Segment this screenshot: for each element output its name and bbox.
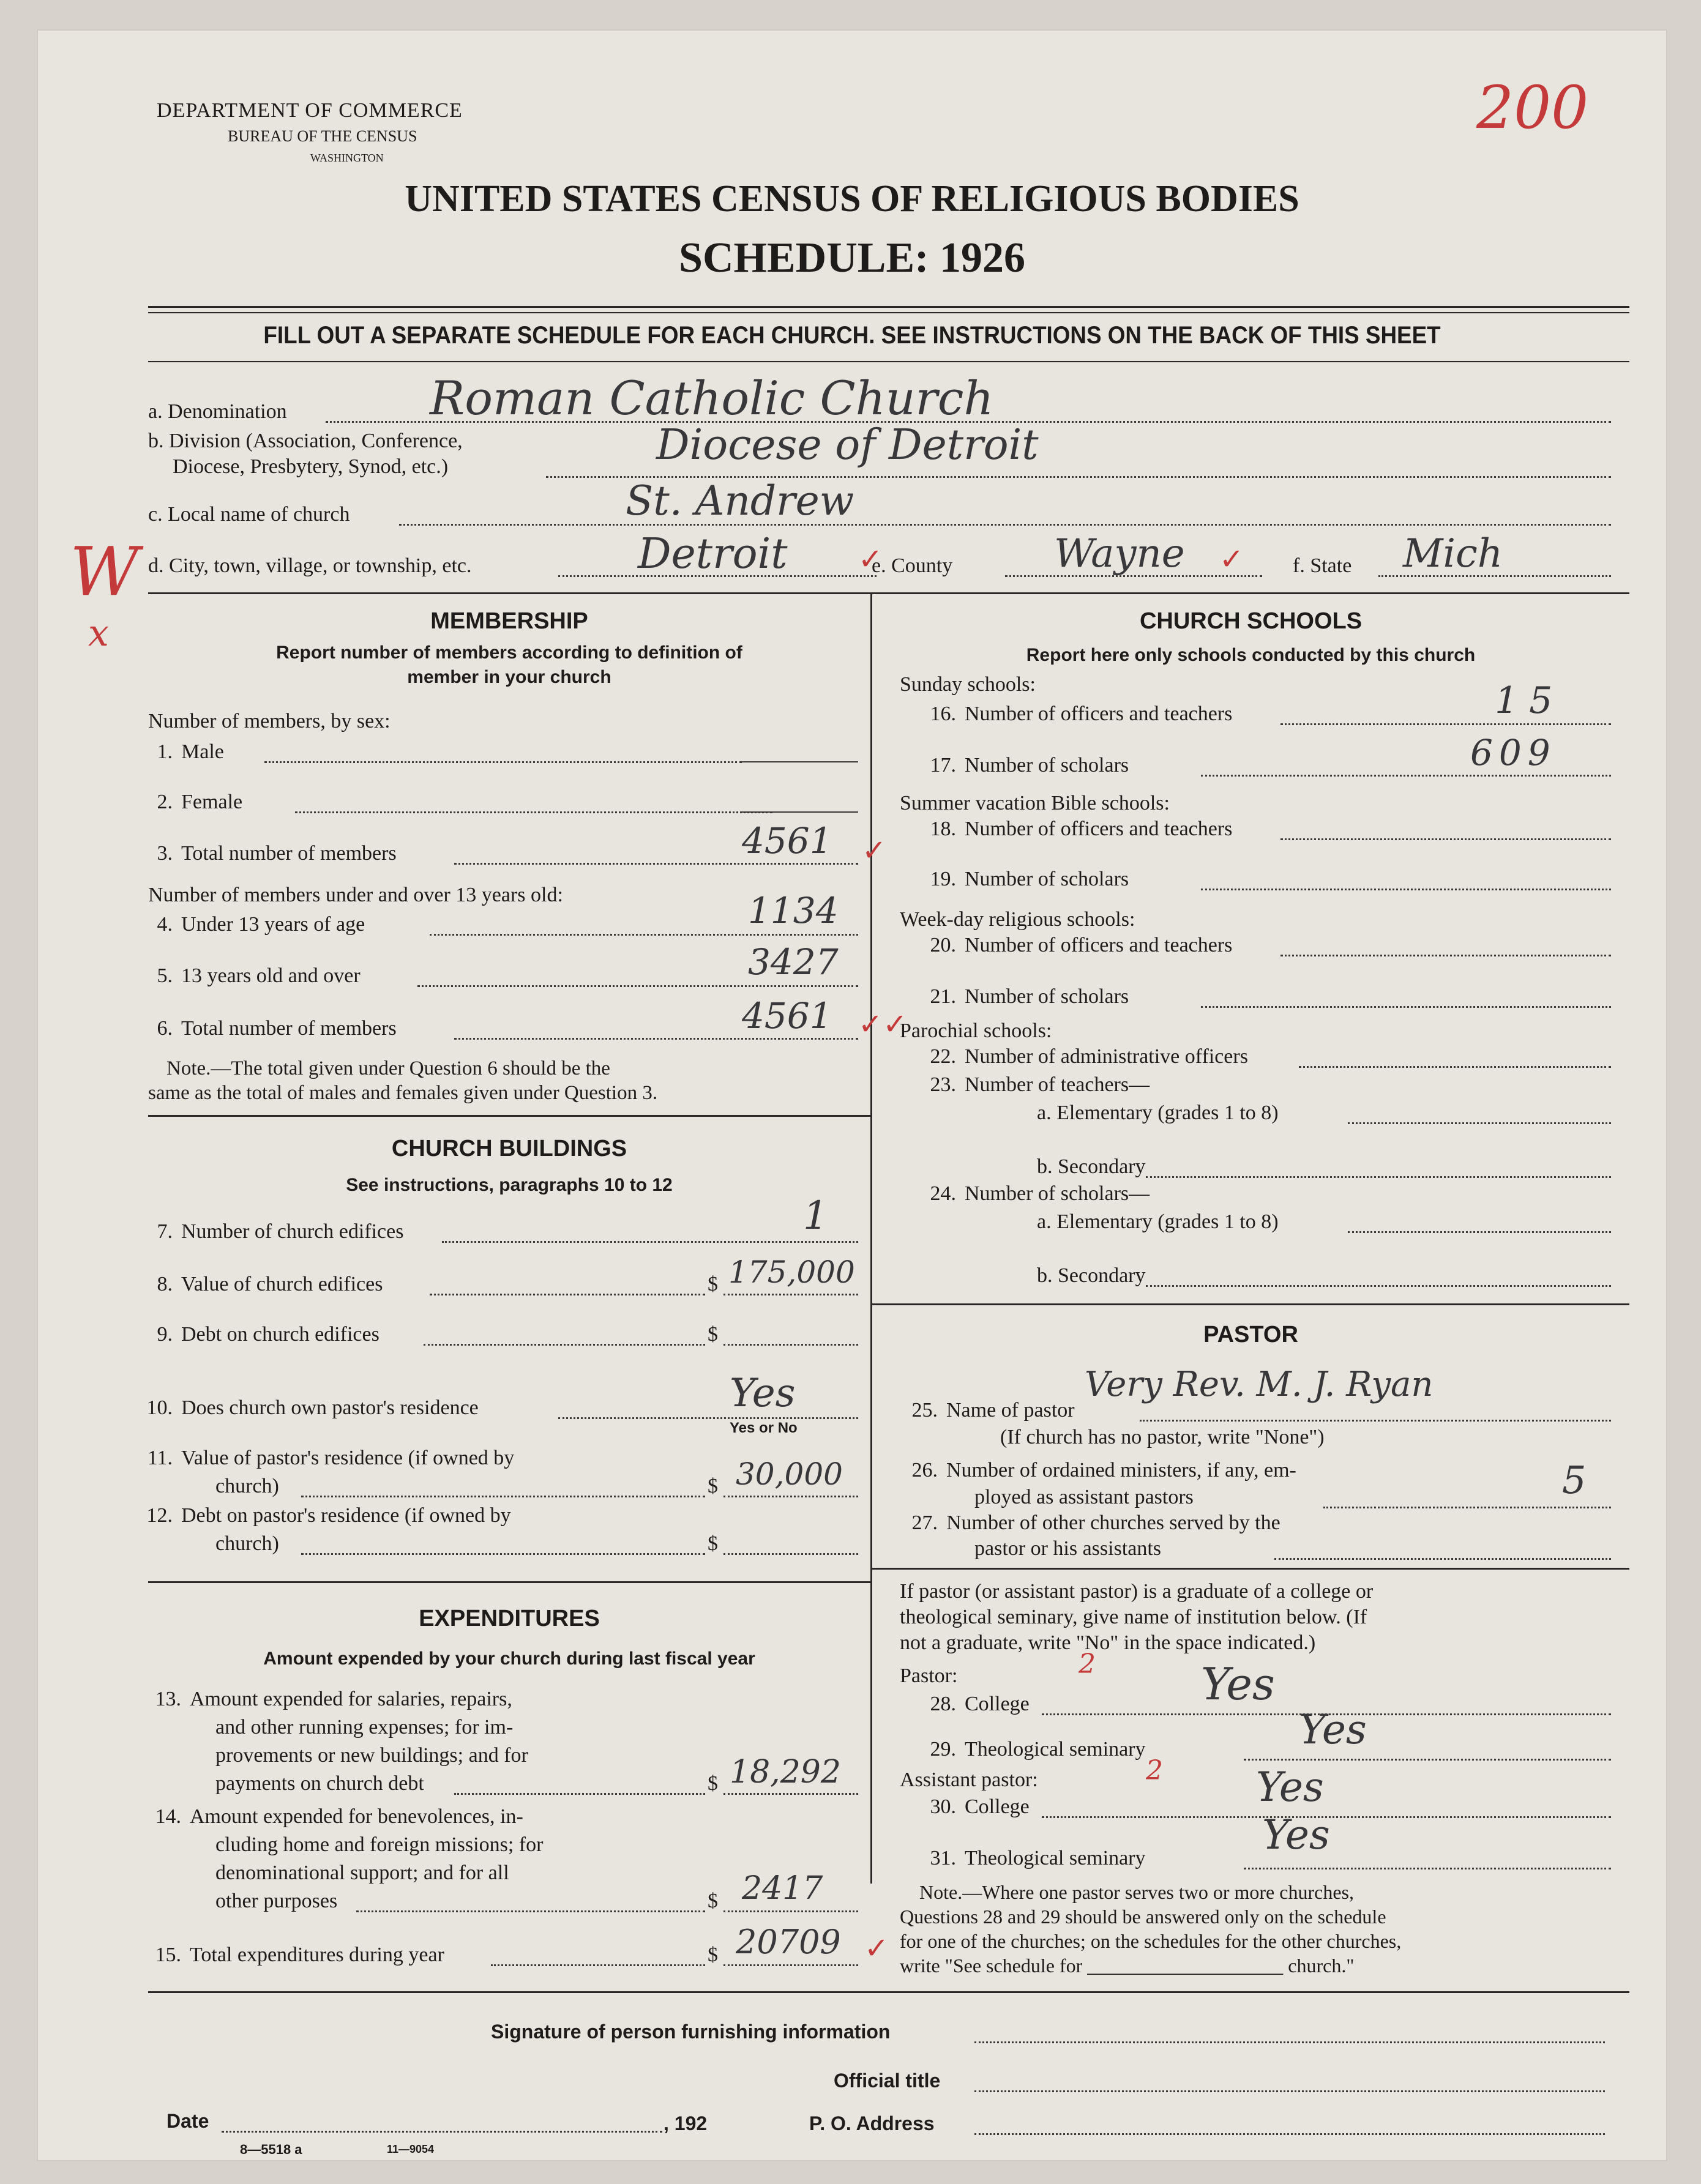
q18-line [1280, 838, 1611, 840]
q23b-label: b. Secondary [1037, 1155, 1146, 1178]
q13-amount-line [723, 1793, 858, 1795]
expenditures-title: EXPENDITURES [419, 1606, 600, 1631]
q2-answer [742, 811, 858, 813]
date-line[interactable] [222, 2131, 662, 2133]
divider [148, 592, 1629, 594]
pastor-note-2: Questions 28 and 29 should be answered only on the schedule [900, 1906, 1386, 1928]
handwritten-200-mark: 200 [1476, 73, 1589, 142]
q15-dollar: $ [708, 1944, 718, 1966]
q22-label: Number of administrative officers [965, 1045, 1248, 1068]
q8-dollar: $ [708, 1273, 718, 1295]
q28-number: 28. [930, 1693, 956, 1715]
q11-amount-line [723, 1496, 858, 1497]
summer-heading: Summer vacation Bible schools: [900, 792, 1170, 814]
q26-label-2: ployed as assistant pastors [974, 1486, 1194, 1508]
q15-number: 15. [155, 1944, 181, 1966]
q15-label: Total expenditures during year [190, 1944, 444, 1966]
margin-w-mark: W [70, 532, 140, 611]
q9-label: Debt on church edifices [181, 1323, 379, 1346]
q11-line [301, 1496, 705, 1497]
q24b-line [1146, 1285, 1611, 1287]
q18-label: Number of officers and teachers [965, 818, 1233, 840]
q17-label: Number of scholars [965, 754, 1129, 777]
instruction-banner: FILL OUT A SEPARATE SCHEDULE FOR EACH CHURCH. SEE INSTRUCTIONS ON THE BACK OF THIS SHEET [263, 322, 1441, 349]
q5-label: 13 years old and over [181, 964, 361, 987]
q10-value: Yes [730, 1371, 796, 1416]
q30-label: College [965, 1795, 1030, 1818]
q6-line [454, 1038, 858, 1040]
membership-note-2: same as the total of males and females given under Question 3. [148, 1082, 658, 1104]
q13-line1: Amount expended for salaries, repairs, [190, 1688, 512, 1710]
q13-line4: payments on church debt [215, 1772, 424, 1795]
q7-number: 7. [157, 1220, 173, 1243]
county-value: Wayne [1054, 531, 1185, 576]
q22-number: 22. [930, 1045, 956, 1068]
q15-line [491, 1964, 705, 1966]
q14-line2: cluding home and foreign missions; for [215, 1833, 544, 1856]
q22-line [1299, 1066, 1611, 1068]
q9-number: 9. [157, 1323, 173, 1346]
q2-number: 2. [157, 791, 173, 813]
q1-number: 1. [157, 740, 173, 763]
q24-label: Number of scholars— [965, 1182, 1150, 1205]
q11-label-2: church) [215, 1475, 279, 1497]
q18-number: 18. [930, 818, 956, 840]
date-label: Date [166, 2110, 209, 2132]
q5-line [417, 985, 858, 987]
q14-dollar: $ [708, 1890, 718, 1912]
q15-value: 20709 [736, 1923, 841, 1961]
q23a-line [1348, 1122, 1611, 1124]
checkmark-icon: ✓ [864, 1931, 889, 1966]
membership-title: MEMBERSHIP [430, 608, 588, 634]
q20-number: 20. [930, 934, 956, 956]
q24a-line [1348, 1231, 1611, 1233]
q11-label-1: Value of pastor's residence (if owned by [181, 1447, 515, 1469]
q8-line [430, 1294, 705, 1295]
q27-label-1: Number of other churches served by the [946, 1511, 1280, 1534]
city-value: Detroit [638, 530, 788, 578]
q26-value: 5 [1562, 1458, 1587, 1502]
q5-number: 5. [157, 964, 173, 987]
q26-line [1323, 1507, 1611, 1508]
dept-heading: DEPARTMENT OF COMMERCE [157, 99, 463, 122]
checkmark-icon: ✓ [862, 833, 887, 868]
q27-number: 27. [911, 1511, 938, 1534]
q21-label: Number of scholars [965, 985, 1129, 1008]
q27-label-2: pastor or his assistants [974, 1537, 1162, 1560]
q28-label: College [965, 1693, 1030, 1715]
q9-dollar: $ [708, 1323, 718, 1346]
q13-dollar: $ [708, 1772, 718, 1795]
pastor-note-1: Note.—Where one pastor serves two or more churches, [919, 1881, 1354, 1903]
q15-amount-line [723, 1964, 858, 1966]
q12-label-2: church) [215, 1532, 279, 1555]
divider [148, 1115, 870, 1117]
q24a-label: a. Elementary (grades 1 to 8) [1037, 1210, 1279, 1233]
q13-line3: provements or new buildings; and for [215, 1744, 528, 1767]
q14-number: 14. [155, 1805, 181, 1828]
by-sex-heading: Number of members, by sex: [148, 710, 391, 732]
q11-dollar: $ [708, 1475, 718, 1497]
q6-label: Total number of members [181, 1017, 397, 1040]
q20-label: Number of officers and teachers [965, 934, 1233, 956]
q1-answer [742, 761, 858, 762]
buildings-title: CHURCH BUILDINGS [391, 1136, 627, 1161]
q12-number: 12. [146, 1504, 173, 1527]
q14-amount-line [723, 1910, 858, 1912]
sunday-heading: Sunday schools: [900, 673, 1036, 696]
pastor-note-3: for one of the churches; on the schedules for the other churches, [900, 1930, 1402, 1952]
membership-sub1: Report number of members according to definition of [276, 643, 742, 663]
q16-number: 16. [930, 703, 956, 725]
divider [148, 312, 1629, 313]
q1-label: Male [181, 740, 224, 763]
q16-line [1280, 723, 1611, 725]
q13-number: 13. [155, 1688, 181, 1710]
q8-label: Value of church edifices [181, 1273, 383, 1295]
q23b-line [1146, 1176, 1611, 1178]
q3-value: 4561 [742, 820, 832, 862]
q4-line [430, 934, 858, 936]
q7-line [442, 1241, 858, 1243]
q8-number: 8. [157, 1273, 173, 1295]
q9-amount-line [723, 1344, 858, 1346]
membership-note-1: Note.—The total given under Question 6 should be the [166, 1057, 610, 1079]
q29-line [1244, 1759, 1611, 1761]
graduate-instruction-2: theological seminary, give name of institution below. (If [900, 1606, 1367, 1628]
bureau-heading: BUREAU OF THE CENSUS [228, 127, 417, 145]
schools-sub: Report here only schools conducted by this church [1026, 645, 1476, 665]
q11-value: 30,000 [736, 1456, 843, 1492]
q16-value: 15 [1495, 679, 1564, 722]
margin-x-mark: x [88, 612, 109, 655]
parochial-heading: Parochial schools: [900, 1019, 1052, 1042]
po-address-label: P. O. Address [809, 2112, 935, 2134]
q31-number: 31. [930, 1847, 956, 1869]
q14-line4: other purposes [215, 1890, 338, 1912]
form-number: 8—5518 a [240, 2142, 302, 2157]
graduate-instruction-1: If pastor (or assistant pastor) is a graduate of a college or [900, 1580, 1374, 1603]
q2-label: Female [181, 791, 243, 813]
q10-hint: Yes or No [730, 1420, 798, 1436]
signature-label: Signature of person furnishing information [491, 2021, 891, 2043]
q30-number: 30. [930, 1795, 956, 1818]
q4-value: 1134 [748, 890, 839, 931]
expenditures-sub: Amount expended by your church during last fiscal year [263, 1649, 755, 1669]
q25-label: Name of pastor [946, 1399, 1075, 1422]
q26-number: 26. [911, 1459, 938, 1481]
signature-line[interactable] [974, 2041, 1605, 2043]
q10-number: 10. [146, 1396, 173, 1419]
pastor-title: PASTOR [1203, 1322, 1298, 1347]
state-value: Mich [1403, 531, 1503, 576]
checkmark-icon: ✓ [1219, 542, 1244, 576]
q14-value: 2417 [742, 1870, 823, 1907]
q10-label: Does church own pastor's residence [181, 1396, 479, 1419]
q17-value: 609 [1470, 732, 1557, 773]
q24b-label: b. Secondary [1037, 1264, 1146, 1287]
q13-value: 18,292 [730, 1754, 841, 1791]
membership-sub2: member in your church [407, 667, 611, 687]
q25-number: 25. [911, 1399, 938, 1422]
q19-label: Number of scholars [965, 868, 1129, 890]
q4-number: 4. [157, 913, 173, 936]
q13-line [454, 1793, 705, 1795]
q19-number: 19. [930, 868, 956, 890]
schools-title: CHURCH SCHOOLS [1139, 608, 1363, 634]
church-name-label: c. Local name of church [148, 503, 350, 526]
divider [148, 1991, 1629, 1993]
q17-number: 17. [930, 754, 956, 777]
census-schedule-sheet [38, 31, 1666, 2160]
q14-line [356, 1910, 705, 1912]
date-year: , 192 [664, 2112, 708, 2134]
q17-line [1201, 775, 1611, 777]
divider [872, 1568, 1629, 1570]
q7-label: Number of church edifices [181, 1220, 404, 1243]
q8-amount-line [723, 1294, 858, 1295]
divider [148, 306, 1629, 308]
q12-line [301, 1553, 705, 1555]
graduate-instruction-3: not a graduate, write "No" in the space indicated.) [900, 1631, 1316, 1654]
q12-label-1: Debt on pastor's residence (if owned by [181, 1504, 511, 1527]
form-subtitle: SCHEDULE: 1926 [679, 234, 1025, 281]
q27-line [1274, 1558, 1611, 1560]
division-label-line1: b. Division (Association, Conference, [148, 430, 463, 452]
age-heading: Number of members under and over 13 years old: [148, 884, 563, 906]
q23-label: Number of teachers— [965, 1073, 1150, 1096]
form-title: UNITED STATES CENSUS OF RELIGIOUS BODIES [405, 178, 1299, 220]
divider [872, 1303, 1629, 1305]
q14-line3: denominational support; and for all [215, 1862, 509, 1884]
q13-line2: and other running expenses; for im- [215, 1716, 514, 1739]
q16-label: Number of officers and teachers [965, 703, 1233, 725]
division-label-line2: Diocese, Presbytery, Synod, etc.) [173, 455, 449, 478]
q31-label: Theological seminary [965, 1847, 1146, 1869]
q1-line [264, 761, 742, 763]
q29-label: Theological seminary [965, 1738, 1146, 1761]
q7-value: 1 [803, 1193, 828, 1239]
q5-value: 3427 [748, 941, 839, 983]
pastor-count-mark: 2 [1079, 1649, 1096, 1680]
official-title-line[interactable] [974, 2090, 1605, 2092]
q3-label: Total number of members [181, 842, 397, 865]
assistant-count-mark: 2 [1146, 1755, 1163, 1786]
church-name-line [399, 524, 1611, 526]
q26-label-1: Number of ordained ministers, if any, em- [946, 1459, 1296, 1481]
q8-value: 175,000 [728, 1254, 855, 1290]
q25-line [1140, 1420, 1611, 1422]
q20-line [1280, 955, 1611, 956]
church-name-value: St. Andrew [626, 477, 854, 524]
q4-label: Under 13 years of age [181, 913, 365, 936]
q14-line1: Amount expended for benevolences, in- [190, 1805, 523, 1828]
q25-value: Very Rev. M. J. Ryan [1085, 1365, 1434, 1404]
q31-line [1244, 1868, 1611, 1869]
weekday-heading: Week-day religious schools: [900, 908, 1135, 931]
division-value: Diocese of Detroit [656, 421, 1039, 469]
buildings-sub: See instructions, paragraphs 10 to 12 [346, 1175, 673, 1195]
q12-dollar: $ [708, 1532, 718, 1555]
q21-line [1201, 1006, 1611, 1008]
print-number: 11—9054 [387, 2143, 435, 2155]
official-title-label: Official title [834, 2070, 941, 2092]
column-divider [870, 592, 872, 1884]
divider [148, 1581, 870, 1583]
divider [148, 361, 1629, 362]
assistant-pastor-label: Assistant pastor: [900, 1768, 1038, 1791]
checkmark-icon: ✓✓ [858, 1007, 908, 1042]
state-label: f. State [1293, 554, 1352, 577]
q10-line [558, 1417, 858, 1419]
q31-value: Yes [1262, 1811, 1330, 1858]
checkmark-icon: ✓ [858, 542, 883, 576]
q3-line [454, 863, 858, 865]
q3-number: 3. [157, 842, 173, 865]
q29-value: Yes [1299, 1706, 1367, 1753]
q25-hint: (If church has no pastor, write "None") [1000, 1426, 1325, 1448]
q11-number: 11. [147, 1447, 173, 1469]
q24-number: 24. [930, 1182, 956, 1205]
q12-amount-line [723, 1553, 858, 1555]
q19-line [1201, 889, 1611, 890]
denomination-value: Roman Catholic Church [430, 371, 994, 425]
q6-number: 6. [157, 1017, 173, 1040]
q21-number: 21. [930, 985, 956, 1008]
q23-number: 23. [930, 1073, 956, 1096]
city-heading: WASHINGTON [310, 152, 384, 164]
q29-number: 29. [930, 1738, 956, 1761]
q30-value: Yes [1256, 1764, 1324, 1811]
county-label: e. County [872, 554, 953, 577]
po-address-line[interactable] [974, 2133, 1605, 2135]
q2-line [295, 811, 772, 813]
q23a-label: a. Elementary (grades 1 to 8) [1037, 1101, 1279, 1124]
q6-value: 4561 [742, 995, 832, 1037]
q28-value: Yes [1201, 1658, 1275, 1710]
pastor-note-4: write "See schedule for ____________________ church." [900, 1955, 1355, 1977]
denomination-label: a. Denomination [148, 400, 287, 423]
pastor-label: Pastor: [900, 1664, 958, 1687]
q9-line [424, 1344, 705, 1346]
city-label: d. City, town, village, or township, etc. [148, 554, 472, 577]
